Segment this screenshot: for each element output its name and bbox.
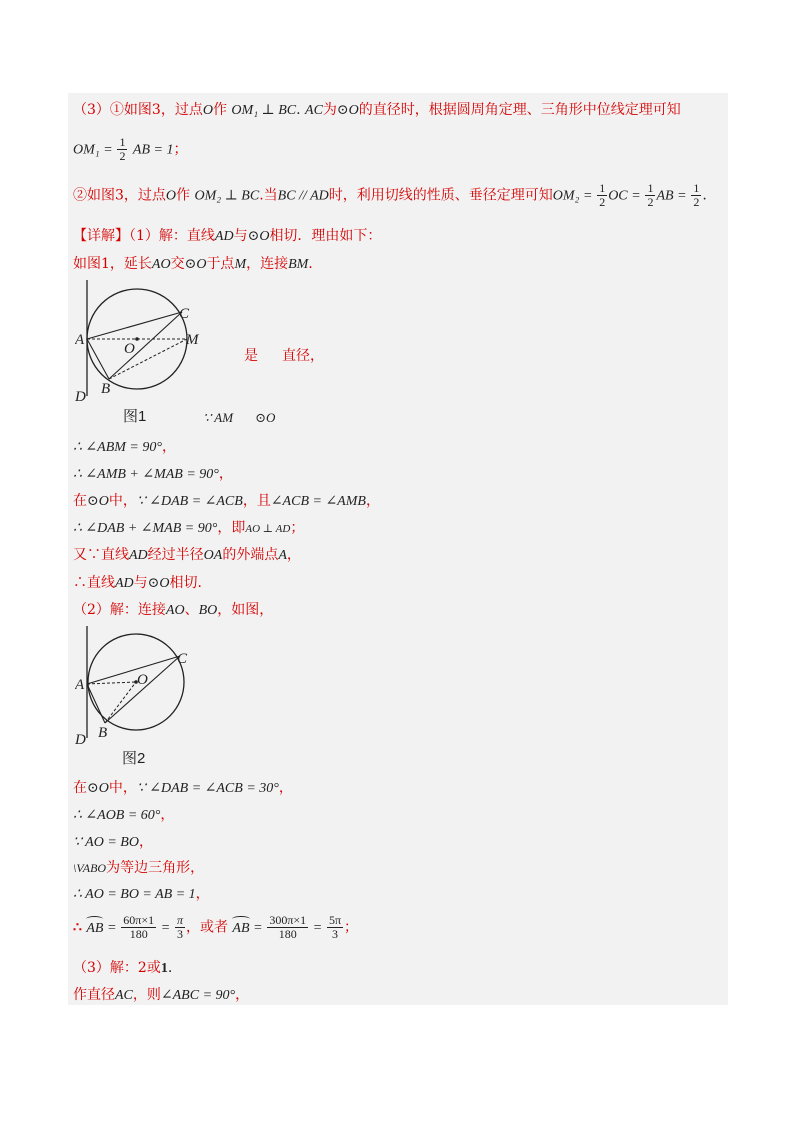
detail-heading: 【详解】（1）解：直线AD与⊙O相切．理由如下： [73,228,382,244]
part3-heading: （3）解：2或1. [73,960,173,976]
detail-step-1: ∴ ∠ABM = 90°， [73,439,176,455]
hint-line-2: OM₁ = $\frac{1}{2}$ AB = 1； [73,135,188,163]
figure-2-caption: 图2 [122,750,146,767]
detail-am-diameter: 是 直径， [244,348,324,364]
hint-line-1: （3）①如图3，过点O作 OM₁ ⊥ BC. AC为⊙O的直径时，根据圆周角定理、三角形中位线定理可知 [73,102,681,118]
detail-step-2: ∴ ∠AMB + ∠MAB = 90°， [73,466,233,482]
part2-step-3: ∵ AO = BO， [73,834,153,850]
label-A: A [75,332,85,348]
detail-step-6: ∴直线AD与⊙O相切． [73,575,212,591]
fraction-half: $\frac{1}{2}$ [119,135,126,163]
figure-1-caption: 图1 [123,408,147,425]
label-D: D [75,389,86,405]
part2-step-6-arc-length: ∴ AB = $\frac{60\pi\times 1}{180}$ = $\frac{\pi}{3}$ ，或者 AB = $\frac{300\pi\times 1}{180}$ = $\frac{5\pi}{3}$ ； [73,913,359,941]
detail-because-am: ∵ AM ⊙O [203,410,276,425]
figure-2 [75,626,195,768]
label-O: O [124,341,135,357]
label-M: M [186,332,199,348]
detail-step-4: ∴ ∠DAB + ∠MAB = 90°，即AO ⊥ AD； [73,520,305,536]
label-D: D [75,732,86,748]
label-A: A [75,677,85,693]
part2-step-4: \VABO为等边三角形， [73,860,205,876]
detail-step-5: 又∵直线AD经过半径OA的外端点A， [73,547,301,563]
label-C: C [179,306,190,322]
figure-1 [75,280,203,428]
label-B: B [101,381,111,397]
part2-step-5: ∴ AO = BO = AB = 1， [73,886,210,902]
hint-line-3: ②如图3，过点O作 OM₂ ⊥ BC.当BC // AD时，利用切线的性质、垂径定理可知OM₂ = $\frac{1}{2}$ OC = $\frac{1}{2}$ AB = $\frac{1}{2}$ . [73,181,707,209]
label-C: C [177,651,188,667]
detail-step-3: 在⊙O中，∵ ∠DAB = ∠ACB，且∠ACB = ∠AMB， [73,493,380,509]
label-B: B [98,725,108,741]
part2-heading: （2）解：连接AO、BO，如图， [73,602,274,618]
label-O: O [137,672,148,688]
part3-step-1: 作直径AC，则∠ABC = 90°， [73,987,250,1003]
detail-line-extend: 如图1，延长AO交⊙O于点M，连接BM． [73,256,323,272]
part2-step-2: ∴ ∠AOB = 60°， [73,807,175,823]
part2-step-1: 在⊙O中，∵ ∠DAB = ∠ACB = 30°， [73,780,293,796]
